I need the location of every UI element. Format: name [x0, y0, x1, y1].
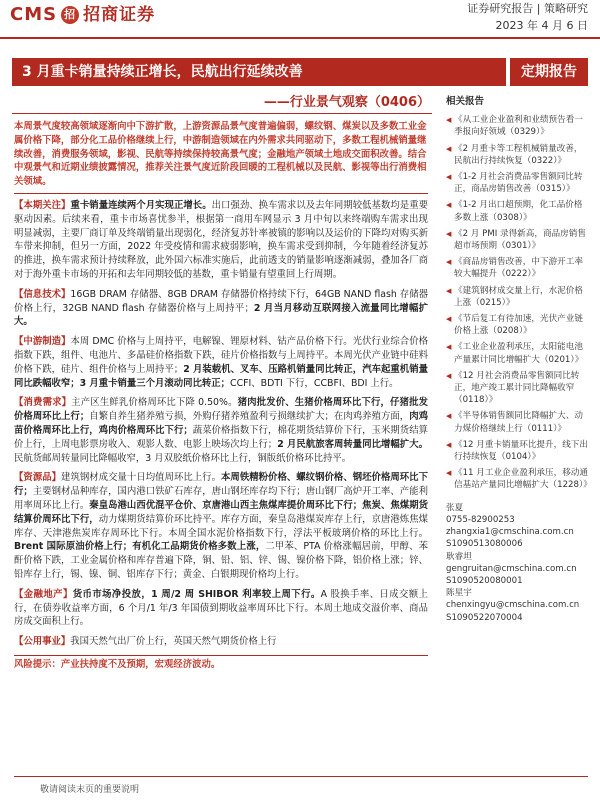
analyst-contact-line: S1090513080006: [446, 539, 523, 550]
related-report-link[interactable]: [446, 171, 590, 195]
sidebar: [446, 96, 590, 624]
analyst-contact-line: S1090520080001: [446, 575, 523, 586]
section-bold: Brent 国际原油价格上行；有机化工品期货价格多数上涨，: [14, 541, 266, 553]
section-text: 自繁自养生猪养殖亏损，外购仔猪养殖盈利亏损继续扩大；在肉鸡养殖方面，: [89, 411, 410, 423]
section-text: 蔬菜价格指数下行，棉花期货结算价下行，玉米期货结算价上行，上周电影票房收入、观影人数、电影上映场次均上行；: [14, 424, 428, 450]
bullet-triangle-icon: ◀: [446, 258, 452, 267]
analyst-contact-line: 0755-82900253: [446, 514, 515, 525]
related-reports-list: [446, 114, 590, 491]
section-text: 主产区生鲜乳价格周环比下降 0.50%。: [71, 397, 238, 409]
section-text: A 股换手率、日成交额上行，在债券收益率方面，6 个月/1 年/3 年国债到期收益率周环比下行。本周土地成交溢价率、商品房成交面积上行。: [14, 588, 428, 628]
analyst-email[interactable]: chenxingyu@cmschina.com.cn: [446, 600, 580, 611]
related-report-title[interactable]: 《12 月社会消费品零售额同比转正，地产竣工累计同比降幅收窄（0118）》: [454, 370, 580, 406]
section-finance: [14, 588, 428, 629]
section-text: 主要钢材品种库存，国内港口铁矿石库存，唐山钢坯库存均下行；唐山钢厂高炉开工率、产能利用率周环比上行。: [14, 486, 428, 511]
page-header: [0, 0, 600, 40]
analyst-email[interactable]: zhangxia1@cmschina.com.cn: [446, 527, 574, 538]
section-tag: 【中游制造】: [14, 336, 71, 348]
analyst-contact-line: 陈星宇: [446, 588, 472, 599]
related-report-link[interactable]: [446, 143, 590, 167]
section-tag: 【公用事业】: [14, 636, 71, 648]
analyst-contact-line: S1090522070004: [446, 612, 523, 623]
bullet-triangle-icon: ◀: [446, 173, 452, 182]
related-report-link[interactable]: [446, 313, 590, 337]
section-text: 建筑钢材成交量十日均值周环比上行。: [61, 472, 221, 484]
section-text: 本周 DMC 价格与上周持平，电解镍、锂原材料、钴产品价格下行。光伏行业综合价格指数下跌，组件、电池片、多晶硅价格指数下跌，硅片价格指数与上周持平。本周光伏产业链中硅料价格下跌，硅片、组件价格与上周持平；: [14, 336, 428, 375]
bullet-triangle-icon: ◀: [446, 201, 452, 210]
section-focus: [14, 199, 428, 282]
related-report-title[interactable]: 《1-2 月社会消费品零售额同比转正，商品房销售改善（0315）》: [454, 172, 583, 195]
section-text: 16GB DRAM 存储器、8GB DRAM 存储器价格持续下行，64GB NAND flash 存储器价格上行，32GB NAND flash 存储器价格与上周持平；: [14, 288, 428, 314]
related-report-title[interactable]: 《工业企业盈利承压，太阳能电池产量累计同比增幅扩大（0201）》: [454, 342, 584, 365]
section-bold: 重卡销量连续两个月实现正增长。: [70, 199, 212, 211]
related-report-link[interactable]: [446, 341, 590, 365]
section-bold: 2 月装载机、叉车、压路机销量同比转正，汽车起重机销量同比跌幅收窄；3 月重卡销量三个月滚动同比转正；: [14, 363, 428, 389]
company-logo: [10, 0, 155, 25]
related-report-title[interactable]: 《半导体销售额同比降幅扩大、动力煤价格继续上行（0111）》: [454, 411, 583, 434]
section-text: CCFI、BDTI 下行，CCBFI、BDI 上行。: [230, 377, 399, 389]
related-report-link[interactable]: [446, 199, 590, 223]
section-tag: 【消费需求】: [14, 397, 72, 409]
section-resources: [14, 471, 428, 581]
related-report-title[interactable]: 《12 月重卡销量环比提升，线下出行持续恢复（0104）》: [454, 439, 588, 463]
report-title: 3 月重卡销量持续正增长，民航出行延续改善: [12, 58, 506, 86]
analyst-contacts: [446, 502, 590, 624]
section-text: 动力煤期货结算价环比持平。库存方面，秦皇岛港煤炭库存上行，京唐港炼焦煤库存、天津港焦炭库存周环比下行。本周全国水泥价格指数下行，浮法平板玻璃价格的环比上行。: [14, 513, 428, 539]
section-text: 民航货邮周转量同比降幅收窄，3 月双胶纸价格环比上行，铜版纸价格环比持平。: [14, 452, 352, 464]
bullet-triangle-icon: ◀: [446, 469, 452, 478]
related-report-title[interactable]: 《建筑钢材成交量上行，水泥价格上涨（0215）》: [454, 285, 583, 308]
report-tag: 定期报告: [510, 58, 588, 86]
section-bold: 秦皇岛港山西优混平仓价、京唐港山西主焦煤库提价周环比下行；焦炭、焦煤期货结算价周环比下行，: [14, 499, 428, 525]
report-date: 2023 年 4 月 6 日: [495, 19, 588, 32]
header-rule: [0, 37, 600, 39]
section-bold: 2 月当月移动互联网接入流量同比增幅扩大。: [14, 302, 429, 328]
analyst-contact-line: 张夏: [446, 502, 464, 513]
related-report-title[interactable]: 《从工业企业盈利和业绩预告看一季报向好领域（0329）》: [454, 115, 583, 138]
section-utilities: [14, 635, 428, 649]
section-tag: 【资源品】: [14, 472, 62, 484]
bullet-triangle-icon: ◀: [446, 343, 452, 352]
main-content: [14, 120, 428, 672]
related-report-link[interactable]: [446, 256, 590, 280]
related-report-link[interactable]: [446, 114, 590, 138]
footer-rule: [14, 776, 588, 777]
related-report-link[interactable]: [446, 228, 590, 252]
section-bold: 2 月民航旅客周转量同比增幅扩大。: [277, 438, 428, 450]
section-midstream: [14, 335, 428, 390]
section-tag: 【本期关注】: [14, 199, 71, 211]
section-text: 我国天然气出厂价上行，英国天然气期货价格上行: [70, 636, 277, 648]
bullet-triangle-icon: ◀: [446, 371, 452, 380]
related-report-title[interactable]: 《2 月重卡等工程机械销量改善，民航出行持续恢复（0322）》: [454, 143, 583, 166]
related-report-link[interactable]: [446, 467, 590, 491]
bullet-triangle-icon: ◀: [446, 229, 452, 238]
analyst-email[interactable]: gengruitan@cmschina.com.cn: [446, 563, 577, 574]
section-text: 出口强劲、换车需求以及去年同期较低基数均是重要驱动因素。后续来看，重卡市场喜忧参半，根据第一商用车网显示 3 月中旬以来终端购车需求出现明显减弱，主要厂商订单及终端销量出现弱化，经济复苏针率被镇的影响以及运价的下降均对购买新车带来抑制，但另一方面，2022 年受疫情和需求疲弱影响，换车需求受到抑制，今年随着经济复苏的推进，换车需求预计持续释放，此外国六标准实施后，此前透支的销量影响逐渐减弱，叠加各厂商对于海外重卡市场的开拓和去年同期较低的基数，重卡销量有望重回上行周期。: [14, 199, 428, 280]
logo-en: CMS: [10, 4, 58, 25]
bullet-triangle-icon: ◀: [446, 144, 452, 153]
related-report-link[interactable]: [446, 439, 590, 463]
related-reports-heading: 相关报告: [446, 96, 485, 107]
bullet-triangle-icon: ◀: [446, 412, 452, 421]
logo-cn: 招商证券: [83, 5, 156, 25]
summary: 本周景气度较高领域逐渐向中下游扩散，上游资源品景气度普遍偏弱，螺纹钢、煤炭以及多数工业金属价格下降，部分化工品价格继续上行，中游制造领域在内外需求共同驱动下，多数工程机械销量继续改善，消费服务领域，影视、民航等持续保持较高景气度；金融地产领域土地成交面积改善。结合中观景气和近期业绩披露情况，推荐关注景气度近阶段回暖的工程机械以及民航、影视等出行消费相关领域。: [14, 120, 428, 194]
section-bold: 货币市场净投放，1 周/2 周 SHIBOR 利率较上周下行。: [72, 588, 321, 600]
analyst-contact-line: 耿睿坦: [446, 551, 472, 562]
footer-note: 敬请阅读末页的重要说明: [40, 785, 140, 795]
related-report-title[interactable]: 《商品房销售改善，中下游开工率较大幅提升（0222）》: [454, 257, 583, 280]
logo-badge-icon: 招: [61, 6, 79, 24]
related-report-link[interactable]: [446, 370, 590, 407]
section-consumption: [14, 396, 428, 465]
section-bold: 本周铁精粉价格、螺纹钢价格、钢坯价格周环比下行；: [14, 472, 428, 498]
doc-type: 证券研究报告 | 策略研究: [467, 2, 588, 15]
related-report-link[interactable]: [446, 285, 590, 309]
section-bold: 肉鸡苗价格周环比上行，鸡肉价格周环比下行；: [14, 411, 428, 436]
section-it: [14, 288, 428, 329]
bullet-triangle-icon: ◀: [446, 440, 452, 449]
related-report-title[interactable]: 《11 月工业企业盈利承压，移动通信基站产量同比增幅扩大（1228）》: [454, 468, 592, 491]
section-tag: 【信息技术】: [14, 288, 71, 300]
report-meta: [467, 0, 588, 34]
risk-warning: 风险提示：产业扶持度不及预期，宏观经济波动。: [14, 655, 428, 672]
bullet-triangle-icon: ◀: [446, 116, 452, 125]
page-footer: [0, 776, 600, 800]
bullet-triangle-icon: ◀: [446, 286, 452, 295]
section-tag: 【金融地产】: [14, 588, 73, 600]
related-report-title[interactable]: 《1-2 月出口超预期，化工品价格多数上涨（0308）》: [454, 200, 583, 223]
related-report-link[interactable]: [446, 410, 590, 434]
related-report-title[interactable]: 《2 月 PMI 录得新高，商品房销售超市场预期（0301）》: [454, 228, 586, 252]
related-report-title[interactable]: 《节后复工有待加速，光伏产业链价格上涨（0208）》: [454, 314, 583, 337]
section-text: 二甲苯、PTA 价格涨幅居前，甲醇、苯酐价格下跌，工业金属价格和库存普遍下降，铜、铅、铝、锌、锡、镍价格下降，铝价格上涨；锌、铅库存上行，锡、镍、铜、铝库存下行；黄金、白银期现价格均上行。: [14, 541, 428, 580]
section-bold: 猪肉批发价、生猪价格周环比下行，仔猪批发价格周环比上行；: [14, 397, 428, 423]
report-subtitle: ——行业景气观察（0406）: [263, 95, 430, 110]
bullet-triangle-icon: ◀: [446, 315, 452, 324]
subtitle-rule: [12, 113, 432, 114]
